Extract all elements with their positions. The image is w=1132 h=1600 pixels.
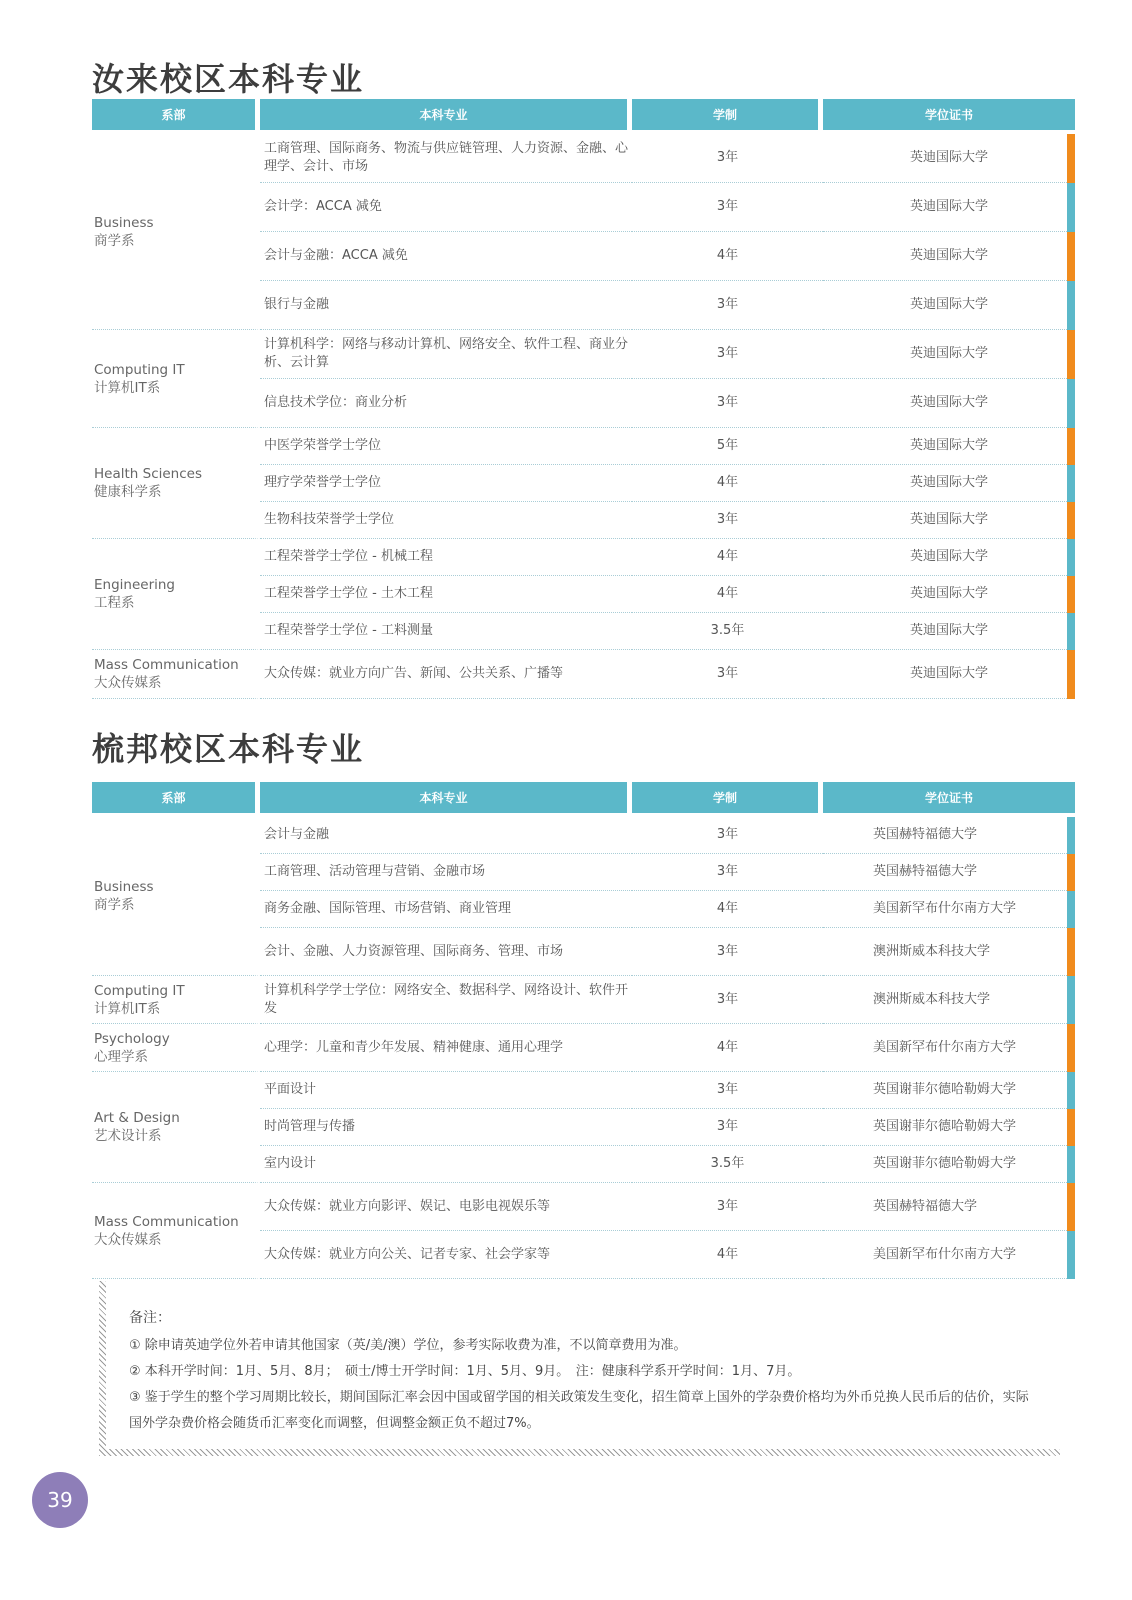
table-row	[92, 1183, 1075, 1231]
duration-cell: 4年	[632, 465, 823, 502]
dept-en: Psychology	[94, 1030, 170, 1047]
duration-cell: 3年	[632, 134, 823, 183]
dept-cell	[92, 1072, 260, 1183]
degree-cell: 英迪国际大学	[823, 576, 1075, 613]
degree-cell: 英国赫特福德大学	[823, 817, 1075, 854]
duration-cell: 4年	[632, 232, 823, 281]
dept-cn: 商学系	[94, 232, 135, 249]
degree-cell: 英迪国际大学	[823, 465, 1075, 502]
table-row	[92, 330, 1075, 379]
degree-cell: 美国新罕布什尔南方大学	[823, 1024, 1075, 1072]
dept-en: Engineering	[94, 577, 175, 593]
duration-cell: 3年	[632, 379, 823, 428]
program-cell: 银行与金融	[260, 281, 632, 330]
dept-en: Computing IT	[94, 361, 185, 378]
program-cell: 会计、金融、人力资源管理、国际商务、管理、市场	[260, 928, 632, 976]
duration-cell: 3年	[632, 976, 823, 1024]
duration-cell: 3年	[632, 928, 823, 976]
program-cell: 大众传媒：就业方向广告、新闻、公共关系、广播等	[260, 650, 632, 699]
program-cell: 工商管理、活动管理与营销、金融市场	[260, 854, 632, 891]
duration-cell: 4年	[632, 1024, 823, 1072]
header-duration: 学制	[632, 782, 823, 813]
degree-cell: 澳洲斯威本科技大学	[823, 976, 1075, 1024]
degree-cell: 澳洲斯威本科技大学	[823, 928, 1075, 976]
table-row	[92, 650, 1075, 699]
header-program: 本科专业	[260, 782, 632, 813]
degree-cell: 英国谢菲尔德哈勒姆大学	[823, 1146, 1075, 1183]
dept-cell	[92, 134, 260, 330]
program-cell: 工程荣誉学士学位 - 工料测量	[260, 613, 632, 650]
duration-cell: 3年	[632, 854, 823, 891]
program-cell: 大众传媒：就业方向公关、记者专家、社会学家等	[260, 1231, 632, 1279]
duration-cell: 3.5年	[632, 1146, 823, 1183]
duration-cell: 3年	[632, 650, 823, 699]
header-degree: 学位证书	[823, 782, 1075, 813]
program-cell: 理疗学荣誉学士学位	[260, 465, 632, 502]
duration-cell: 3年	[632, 817, 823, 854]
header-dept: 系部	[92, 99, 260, 130]
dept-cell	[92, 817, 260, 976]
duration-cell: 3年	[632, 1183, 823, 1231]
dept-en: Mass Communication	[94, 657, 239, 673]
degree-cell: 英国赫特福德大学	[823, 854, 1075, 891]
degree-cell: 英迪国际大学	[823, 183, 1075, 232]
dept-cn: 工程系	[94, 595, 135, 611]
dept-en: Health Sciences	[94, 466, 202, 482]
header-program: 本科专业	[260, 99, 632, 130]
duration-cell: 3.5年	[632, 613, 823, 650]
degree-cell: 英迪国际大学	[823, 539, 1075, 576]
dept-cell	[92, 428, 260, 539]
table-row	[92, 1072, 1075, 1109]
notes-box	[92, 1281, 1060, 1463]
degree-cell: 英迪国际大学	[823, 330, 1075, 379]
program-cell: 工程荣誉学士学位 - 土木工程	[260, 576, 632, 613]
program-cell: 生物科技荣誉学士学位	[260, 502, 632, 539]
duration-cell: 5年	[632, 428, 823, 465]
header-degree: 学位证书	[823, 99, 1075, 130]
dept-cell	[92, 1183, 260, 1279]
note-item: ② 本科开学时间：1月、5月、8月； 硕士/博士开学时间：1月、5月、9月。 注：健康科学系开学时间：1月、7月。	[129, 1364, 801, 1379]
dept-cn: 艺术设计系	[94, 1128, 162, 1144]
dept-cn: 健康科学系	[94, 484, 162, 500]
dept-en: Business	[94, 879, 154, 895]
header-duration: 学制	[632, 99, 823, 130]
table-row	[92, 134, 1075, 183]
dept-cn: 大众传媒系	[94, 675, 162, 691]
header-dept: 系部	[92, 782, 260, 813]
degree-cell: 英迪国际大学	[823, 379, 1075, 428]
dept-en: Business	[94, 214, 154, 231]
degree-cell: 英迪国际大学	[823, 232, 1075, 281]
degree-cell: 美国新罕布什尔南方大学	[823, 1231, 1075, 1279]
program-cell: 时尚管理与传播	[260, 1109, 632, 1146]
dept-cell	[92, 1024, 260, 1072]
duration-cell: 3年	[632, 1109, 823, 1146]
notes-title: 备注：	[129, 1310, 171, 1326]
program-cell: 计算机科学：网络与移动计算机、网络安全、软件工程、商业分析、云计算	[260, 330, 632, 379]
degree-cell: 英国赫特福德大学	[823, 1183, 1075, 1231]
table-row	[92, 428, 1075, 465]
dept-cn: 计算机IT系	[94, 1000, 161, 1017]
table-row	[92, 539, 1075, 576]
table-row	[92, 817, 1075, 854]
degree-cell: 英国谢菲尔德哈勒姆大学	[823, 1109, 1075, 1146]
program-cell: 计算机科学学士学位：网络安全、数据科学、网络设计、软件开发	[260, 976, 632, 1024]
duration-cell: 4年	[632, 576, 823, 613]
degree-cell: 英迪国际大学	[823, 650, 1075, 699]
note-item: ① 除申请英迪学位外若申请其他国家（英/美/澳）学位，参考实际收费为准，不以简章费用为准。	[129, 1338, 687, 1353]
program-cell: 中医学荣誉学士学位	[260, 428, 632, 465]
program-cell: 会计与金融	[260, 817, 632, 854]
duration-cell: 3年	[632, 502, 823, 539]
duration-cell: 3年	[632, 330, 823, 379]
dept-cn: 商学系	[94, 897, 135, 913]
dept-cn: 大众传媒系	[94, 1231, 162, 1248]
degree-cell: 英迪国际大学	[823, 428, 1075, 465]
dept-cell	[92, 539, 260, 650]
dept-en: Computing IT	[94, 982, 185, 999]
dept-cell	[92, 330, 260, 428]
program-cell: 大众传媒：就业方向影评、娱记、电影电视娱乐等	[260, 1183, 632, 1231]
dept-en: Art & Design	[94, 1110, 180, 1126]
duration-cell: 3年	[632, 281, 823, 330]
duration-cell: 4年	[632, 891, 823, 928]
program-cell: 心理学：儿童和青少年发展、精神健康、通用心理学	[260, 1024, 632, 1072]
degree-cell: 英迪国际大学	[823, 134, 1075, 183]
table-row	[92, 1024, 1075, 1072]
duration-cell: 3年	[632, 1072, 823, 1109]
campus2-table	[92, 782, 1075, 1279]
program-cell: 会计与金融：ACCA 减免	[260, 232, 632, 281]
duration-cell: 4年	[632, 539, 823, 576]
duration-cell: 3年	[632, 183, 823, 232]
degree-cell: 英国谢菲尔德哈勒姆大学	[823, 1072, 1075, 1109]
dept-cn: 计算机IT系	[94, 379, 161, 396]
dept-cn: 心理学系	[94, 1048, 148, 1065]
page-number-badge: 39	[32, 1472, 88, 1528]
degree-cell: 英迪国际大学	[823, 502, 1075, 539]
note-item: ③ 鉴于学生的整个学习周期比较长，期间国际汇率会因中国或留学国的相关政策发生变化，招生简章上国外的学杂费价格均为外币兑换人民币后的估价，实际国外学杂费价格会随货币汇率变化而调整，但调整金额正负不超过7%。	[129, 1390, 1029, 1431]
program-cell: 会计学：ACCA 减免	[260, 183, 632, 232]
program-cell: 商务金融、国际管理、市场营销、商业管理	[260, 891, 632, 928]
dept-cell	[92, 650, 260, 699]
degree-cell: 英迪国际大学	[823, 281, 1075, 330]
dept-cell	[92, 976, 260, 1024]
program-cell: 工商管理、国际商务、物流与供应链管理、人力资源、金融、心理学、会计、市场	[260, 134, 632, 183]
program-cell: 室内设计	[260, 1146, 632, 1183]
campus2-title: 梳邦校区本科专业	[92, 730, 365, 768]
program-cell: 平面设计	[260, 1072, 632, 1109]
program-cell: 工程荣誉学士学位 - 机械工程	[260, 539, 632, 576]
duration-cell: 4年	[632, 1231, 823, 1279]
dept-en: Mass Communication	[94, 1213, 239, 1230]
campus1-table	[92, 99, 1075, 699]
program-cell: 信息技术学位：商业分析	[260, 379, 632, 428]
table-row	[92, 976, 1075, 1024]
campus1-title: 汝来校区本科专业	[92, 60, 365, 98]
degree-cell: 英迪国际大学	[823, 613, 1075, 650]
degree-cell: 美国新罕布什尔南方大学	[823, 891, 1075, 928]
